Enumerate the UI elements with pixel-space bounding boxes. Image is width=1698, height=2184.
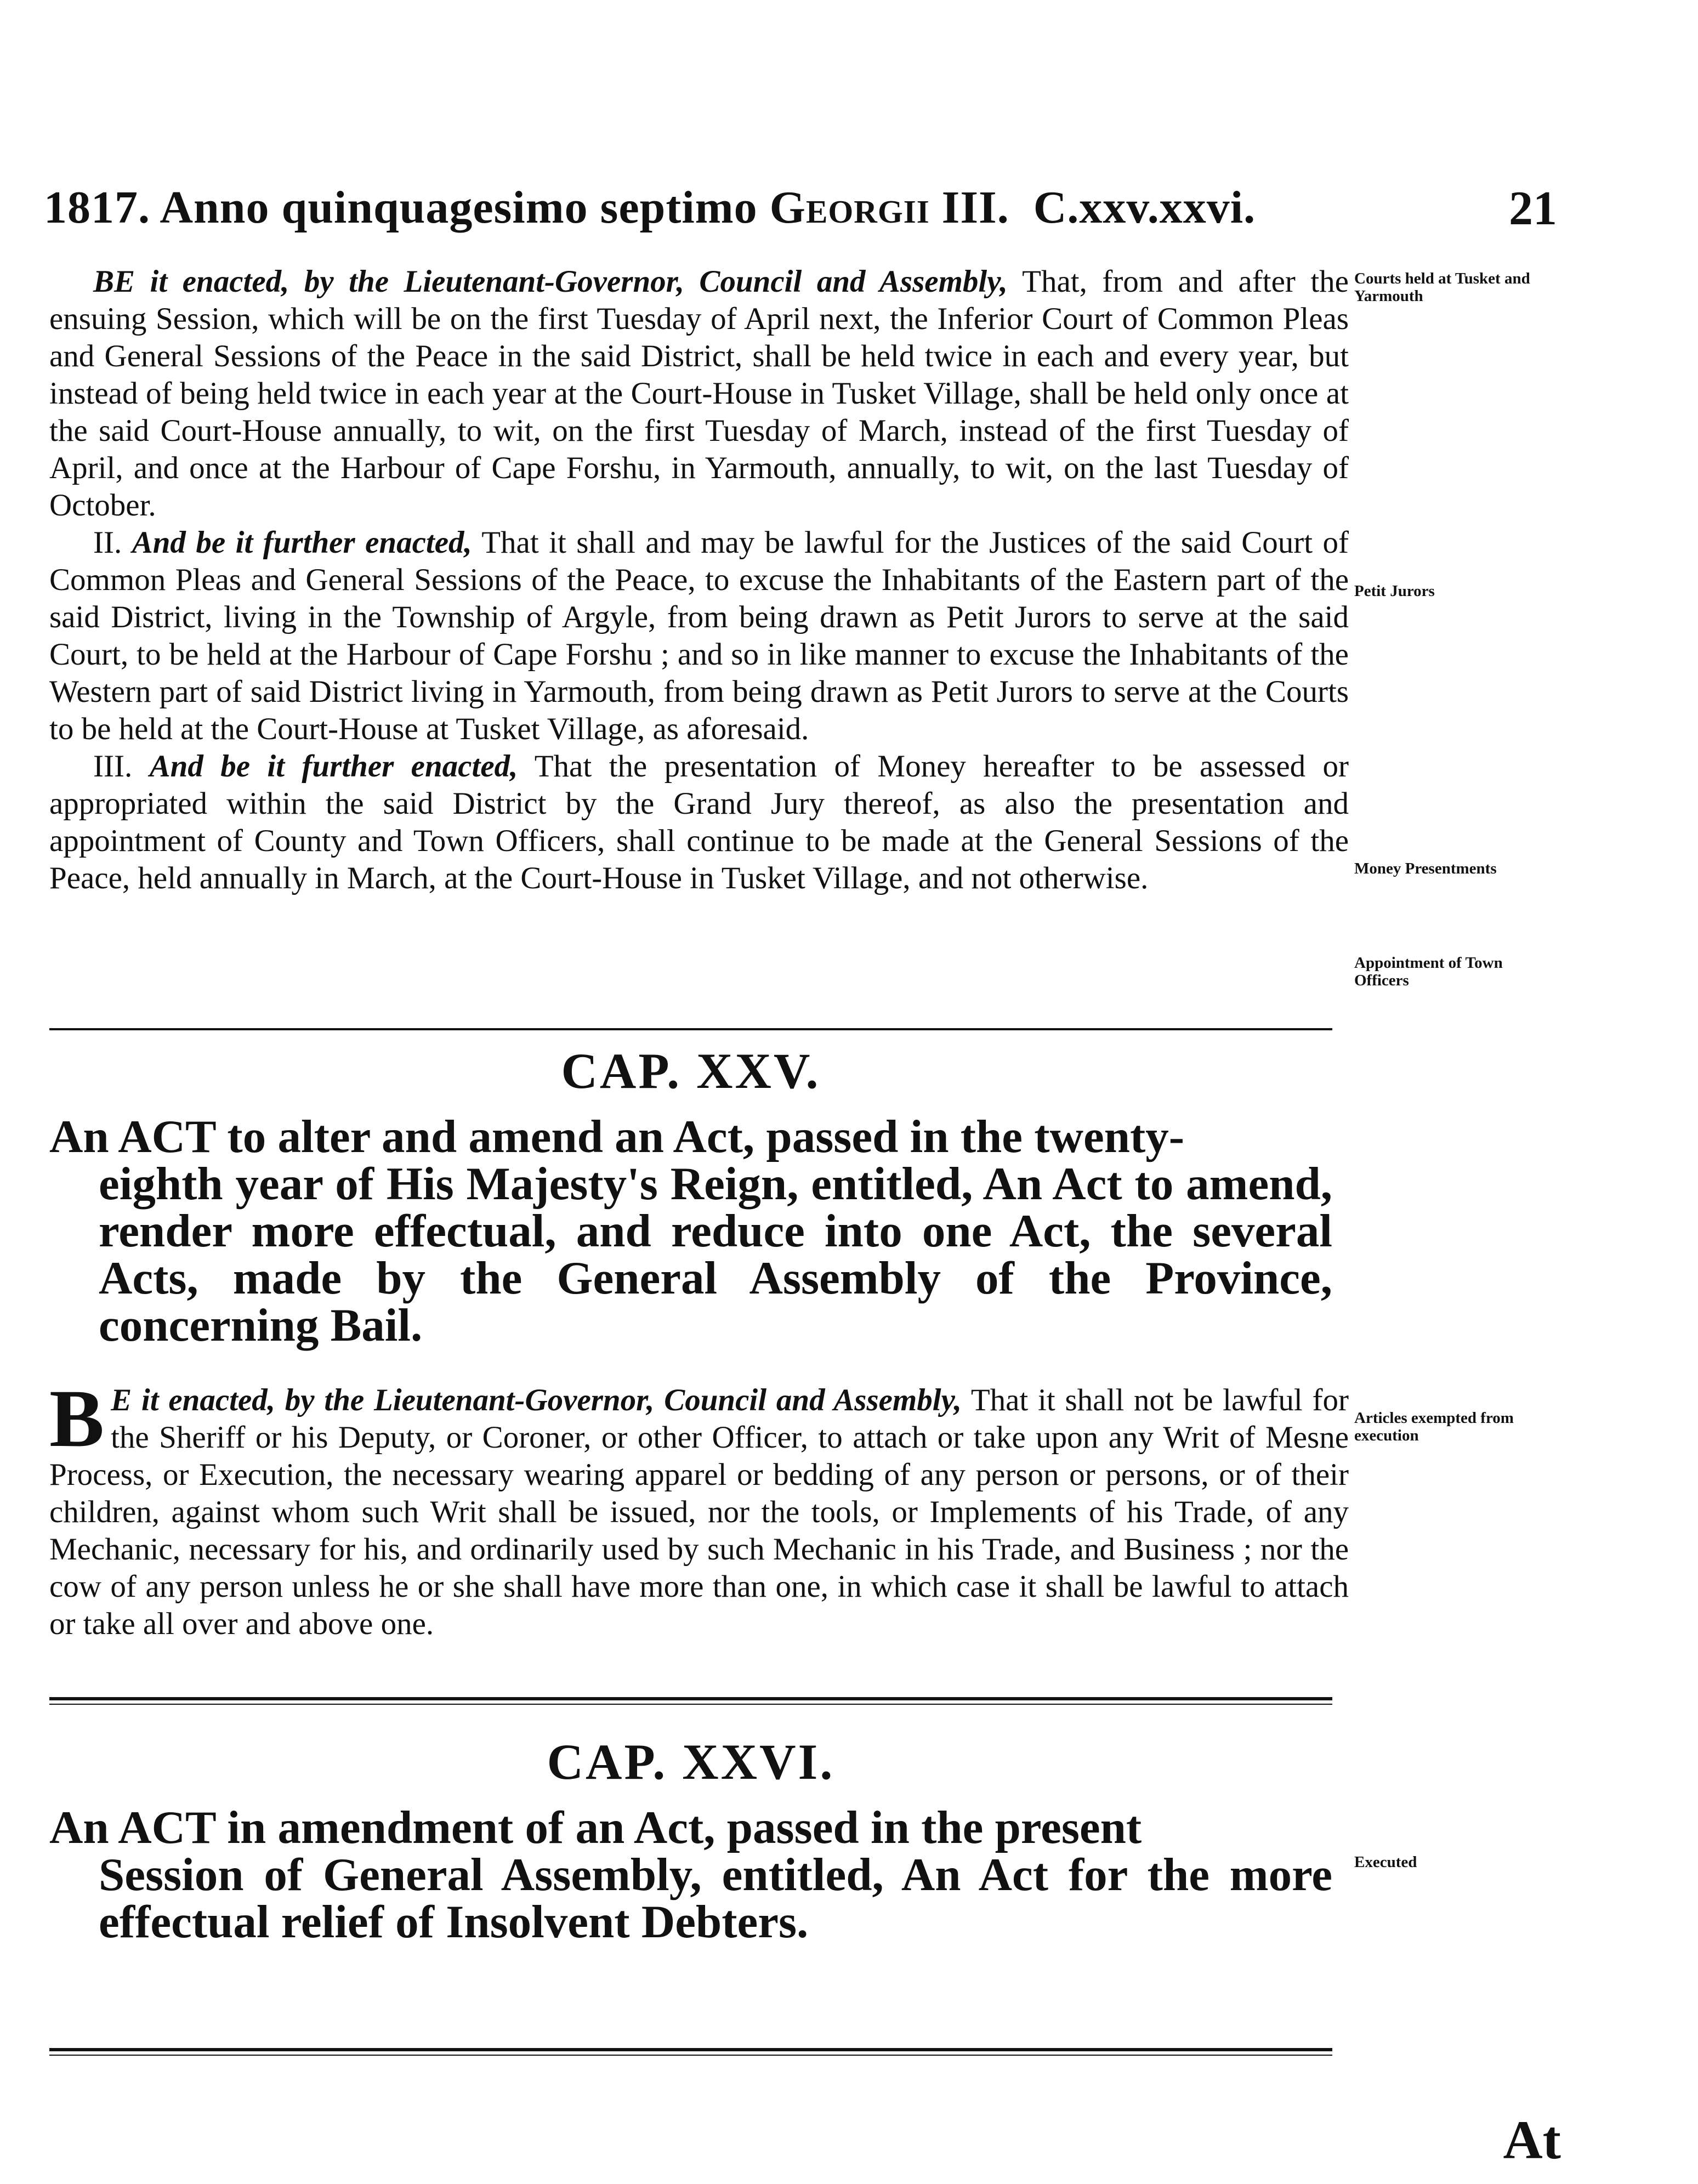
cap-26-title-first: An ACT in amendment of an Act, passed in the present: [49, 1802, 1142, 1853]
cap-25-title-rest: eighth year of His Majesty's Reign, entitled, An Act to amend, render more effectual, and reduce into one Act, the several Acts, made by the General Assembly of the Province, concerning Bail.: [99, 1158, 1332, 1351]
cap-25-enact-lead: E it enacted, by the Lieutenant-Governor, Council and Assembly,: [111, 1383, 962, 1417]
section-divider-3: [49, 2048, 1332, 2051]
paragraph-1: [49, 263, 1349, 524]
catchword: At: [1503, 2109, 1561, 2170]
paragraph-3: [49, 748, 1349, 897]
cap-26-heading: CAP. XXVI.: [547, 1734, 835, 1790]
cap-26-title-rest: Session of General Assembly, entitled, An Act for the more effectual relief of Insolvent Debters.: [99, 1849, 1332, 1948]
header-year: 1817.: [44, 182, 150, 233]
page-number: 21: [1509, 182, 1557, 235]
header-title-b: Georgii: [769, 182, 930, 233]
margin-note-executed: Executed: [1354, 1853, 1417, 1871]
margin-note-officers: Appointment of Town Officers: [1354, 954, 1503, 989]
margin-note-money: Money Presentments: [1354, 860, 1497, 877]
paragraph-3-text: That the presentation of Money hereafter to be assessed or appropriated within the said District by the Grand Jury thereof, as also the presentation and appointment of County and Town Officers, shall continue to be made at the General Sessions of the Peace, held annually in March, at the Court-House in Tusket Village, and not otherwise.: [49, 749, 1349, 895]
cap-25-heading: CAP. XXV.: [561, 1043, 821, 1099]
header-title-a: Anno quinquagesimo septimo: [160, 182, 758, 233]
paragraph-3-lead: And be it further enacted,: [149, 749, 518, 784]
running-header: [44, 181, 1557, 241]
cap-25-text: That it shall not be lawful for the Sheriff or his Deputy, or Coroner, or other Officer, to attach or take upon any Writ of Mesne Process, or Execution, the necessary wearing apparel or bedding of any person or persons, or of their children, against whom such Writ shall be issued, nor the tools, or Implements of his Trade, of any Mechanic, necessary for his, and ordinarily used by such Mechanic in his Trade, and Business ; nor the cow of any person unless he or she shall have more than one, in which case it shall be lawful to attach or take all over and above one.: [49, 1383, 1349, 1641]
header-chapters: C.xxv.xxvi.: [1033, 182, 1256, 233]
margin-note-jurors: Petit Jurors: [1354, 582, 1435, 600]
cap-26-title: [49, 1802, 1332, 1948]
paragraph-2-lead: And be it further enacted,: [132, 525, 472, 560]
paragraph-2-text: That it shall and may be lawful for the Justices of the said Court of Common Pleas and General Sessions of the Peace, to excuse the Inhabitants of the Eastern part of the said District, living in the Township of Argyle, from being drawn as Petit Jurors to serve at the said Court, to be held at the Harbour of Cape Forshu ; and so in like manner to excuse the Inhabitants of the Western part of said District living in Yarmouth, from being drawn as Petit Jurors to serve at the Courts to be held at the Court-House at Tusket Village, as aforesaid.: [49, 525, 1349, 746]
header-title: [44, 181, 1256, 234]
paragraph-3-number: III.: [93, 749, 133, 784]
paragraph-1-lead: BE it enacted, by the Lieutenant-Governor, Council and Assembly,: [93, 264, 1008, 299]
section-divider-2: [49, 1697, 1332, 1700]
margin-note-courts: Courts held at Tusket and Yarmouth: [1354, 270, 1530, 305]
cap-25-dropcap: B: [49, 1373, 105, 1464]
paragraph-2-number: II.: [93, 525, 122, 560]
paragraph-1-text: That, from and after the ensuing Session, which will be on the first Tuesday of April next, the Inferior Court of Common Pleas and General Sessions of the Peace in the said District, shall be held twice in each and every year, but instead of being held twice in each year at the Court-House in Tusket Village, shall be held only once at the said Court-House annually, to wit, on the first Tuesday of March, instead of the first Tuesday of April, and once at the Harbour of Cape Forshu, in Yarmouth, annually, to wit, on the last Tuesday of October.: [49, 264, 1349, 523]
cap-25-body: [49, 1373, 1349, 1643]
header-title-c: III.: [941, 182, 1009, 233]
margin-note-articles: Articles exempted from execution: [1354, 1409, 1514, 1444]
cap-25-paragraph: [49, 1373, 1349, 1643]
section-divider-1: [49, 1028, 1332, 1030]
cap-25-title-first: An ACT to alter and amend an Act, passed in the twenty-: [49, 1111, 1185, 1162]
paragraph-2: [49, 524, 1349, 748]
cap-25-title: [49, 1113, 1332, 1349]
section-prev-body: [49, 263, 1349, 897]
